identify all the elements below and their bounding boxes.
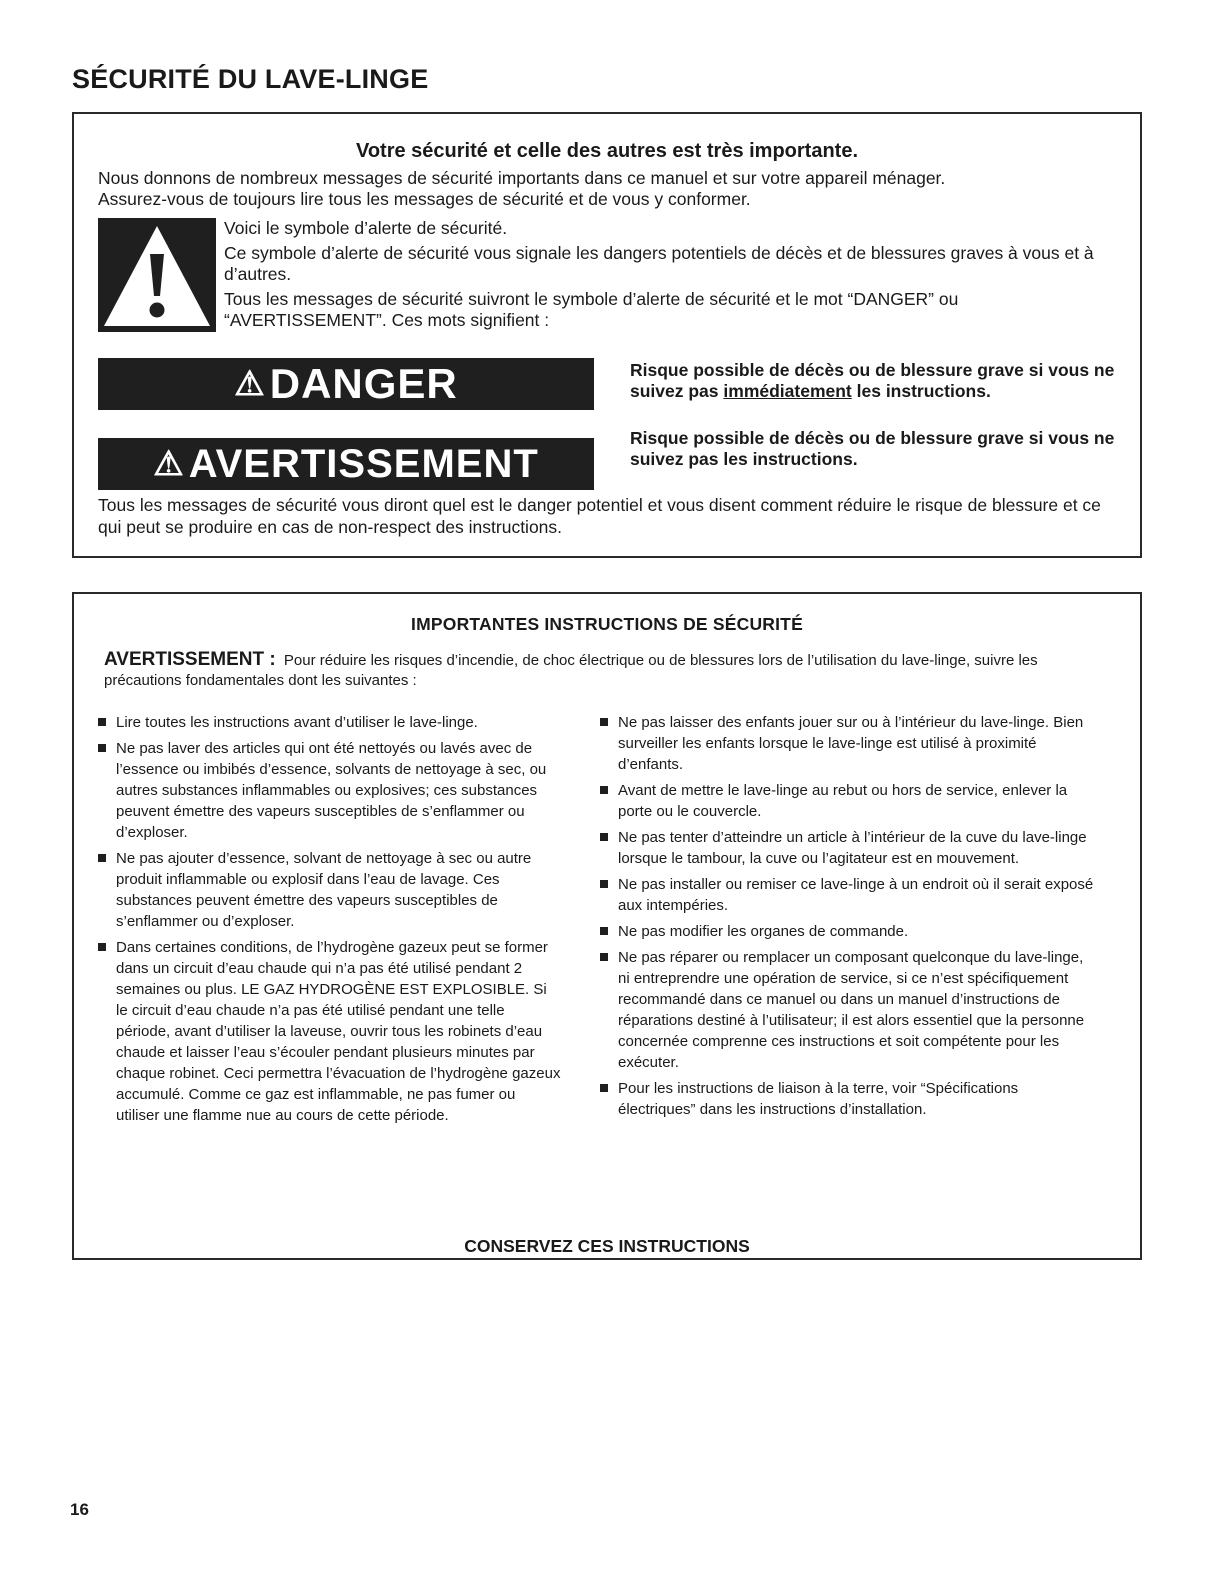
warning-banner xyxy=(98,438,594,490)
list-item-text: Ne pas ajouter d’essence, solvant de nettoyage à sec ou autre produit inflammable ou explosif dans l’eau de lavage. Ces substances peuvent émettre des vapeurs susceptibles de s’enflammer ou d’exploser. xyxy=(116,850,532,930)
safety-intro-line-2: Assurez-vous de toujours lire tous les messages de sécurité et de vous y conformer. xyxy=(98,189,751,209)
instructions-warning-intro xyxy=(104,650,1114,691)
list-item-text: Ne pas laver des articles qui ont été nettoyés ou lavés avec de l’essence ou imbibés d’essence, solvants de nettoyage à sec, ou autres substances inflammables ou explosives; ces substances peuvent émettre des vapeurs susceptibles de s’enflammer ou d’exploser. xyxy=(116,740,547,841)
danger-description xyxy=(630,360,1130,402)
safety-box-footer: Tous les messages de sécurité vous diront quel est le danger potentiel et vous disent comment réduire le risque de blessure et ce qui peut se produire en cas de non-respect des instructions. xyxy=(98,495,1101,537)
page-number: 16 xyxy=(70,1500,89,1519)
instructions-left-column xyxy=(96,712,562,1131)
page-title: SÉCURITÉ DU LAVE-LINGE xyxy=(72,64,429,94)
bullet-square-icon xyxy=(98,854,106,862)
list-item-text: Dans certaines conditions, de l’hydrogène gazeux peut se former dans un circuit d’eau chaude qui n’a pas été utilisé pendant 2 semaines ou plus. LE GAZ HYDROGÈNE EST EXPLOSIBLE. Si le circuit d’eau chaude n’a pas été utilisé pendant une telle période, avant d’utiliser la laveuse, ouvrir tous les robinets d’eau chaude et laisser l’eau s’écouler pendant plusieurs minutes par chaque robinet. Ceci permettra l’évacuation de l’hydrogène gazeux accumulé. Comme ce gaz est inflammable, ne pas fumer ou utiliser une flamme nue au cours de cette période. xyxy=(116,939,561,1124)
safety-message-box xyxy=(72,112,1142,558)
list-item xyxy=(96,937,562,1126)
danger-desc-emphasis: immédiatement xyxy=(723,381,852,401)
warning-banner-label: AVERTISSEMENT xyxy=(188,441,539,486)
list-item xyxy=(96,738,562,843)
instructions-warning-text: Pour réduire les risques d’incendie, de choc électrique ou de blessures lors de l’utilisation du lave-linge, suivre les précautions fondamentales dont les suivantes : xyxy=(104,652,1038,689)
warning-description: Risque possible de décès ou de blessure grave si vous ne suivez pas les instructions. xyxy=(630,428,1115,469)
list-item xyxy=(598,921,1098,942)
danger-desc-part-2: les instructions. xyxy=(851,381,991,401)
list-item-text: Ne pas laisser des enfants jouer sur ou à l’intérieur du lave-linge. Bien surveiller les enfants lorsque le lave-linge est utilisé à proximité d’enfants. xyxy=(618,714,1084,773)
instructions-footer: CONSERVEZ CES INSTRUCTIONS xyxy=(464,1236,750,1256)
list-item xyxy=(598,712,1098,775)
bullet-square-icon xyxy=(600,1084,608,1092)
danger-banner-label: DANGER xyxy=(269,360,458,407)
list-item xyxy=(598,1078,1098,1120)
list-item-text: Avant de mettre le lave-linge au rebut ou hors de service, enlever la porte ou le couvercle. xyxy=(618,782,1068,820)
warning-triangle-small-icon: ⚠ xyxy=(234,365,266,403)
list-item xyxy=(96,848,562,932)
warning-triangle-icon xyxy=(98,218,216,332)
alert-text-2: Ce symbole d’alerte de sécurité vous signale les dangers potentiels de décès et de blessures graves à vous et à d’autres. xyxy=(224,243,1094,284)
list-item-text: Lire toutes les instructions avant d’utiliser le lave-linge. xyxy=(116,714,478,731)
bullet-square-icon xyxy=(600,786,608,794)
instructions-heading: IMPORTANTES INSTRUCTIONS DE SÉCURITÉ xyxy=(411,614,803,634)
safety-intro-line-1: Nous donnons de nombreux messages de sécurité importants dans ce manuel et sur votre appareil ménager. xyxy=(98,168,946,188)
list-item-text: Ne pas tenter d’atteindre un article à l’intérieur de la cuve du lave-linge lorsque le tambour, la cuve ou l’agitateur est en mouvement. xyxy=(618,829,1087,867)
safety-instructions-box xyxy=(72,592,1142,1260)
bullet-square-icon xyxy=(98,744,106,752)
bullet-square-icon xyxy=(600,833,608,841)
bullet-square-icon xyxy=(600,718,608,726)
danger-banner xyxy=(98,358,594,410)
bullet-square-icon xyxy=(600,880,608,888)
bullet-square-icon xyxy=(98,718,106,726)
list-item-text: Pour les instructions de liaison à la terre, voir “Spécifications électriques” dans les instructions d’installation. xyxy=(618,1080,1019,1118)
bullet-square-icon xyxy=(600,927,608,935)
instructions-right-column xyxy=(598,712,1098,1125)
alert-text-3: Tous les messages de sécurité suivront le symbole d’alerte de sécurité et le mot “DANGER” ou “AVERTISSEMENT”. Ces mots signifient : xyxy=(224,289,959,330)
warning-triangle-small-icon: ⚠ xyxy=(153,445,185,483)
list-item xyxy=(598,827,1098,869)
list-item xyxy=(598,947,1098,1073)
safety-box-heading: Votre sécurité et celle des autres est très importante. xyxy=(355,140,859,162)
bullet-square-icon xyxy=(98,943,106,951)
danger-desc-part-1: Risque possible de décès ou de blessure grave si vous ne suivez pas xyxy=(630,360,1115,401)
alert-text-1: Voici le symbole d’alerte de sécurité. xyxy=(224,218,508,238)
list-item-text: Ne pas réparer ou remplacer un composant quelconque du lave-linge, ni entreprendre une opération de service, si ce n’est spécifiquement recommandé dans ce manuel ou dans un manuel d’instructions de réparations destiné à l’utilisateur; il est alors essentiel que la personne concernée comprenne ces instructions et soit compétente pour les exécuter. xyxy=(618,949,1085,1071)
alert-symbol-explanation xyxy=(224,218,1124,335)
list-item-text: Ne pas modifier les organes de commande. xyxy=(618,923,909,940)
safety-box-intro xyxy=(98,168,1128,210)
list-item xyxy=(598,780,1098,822)
list-item-text: Ne pas installer ou remiser ce lave-linge à un endroit où il serait exposé aux intempéries. xyxy=(618,876,1094,914)
list-item xyxy=(598,874,1098,916)
instructions-warning-label: AVERTISSEMENT : xyxy=(104,649,276,670)
list-item xyxy=(96,712,562,733)
bullet-square-icon xyxy=(600,953,608,961)
